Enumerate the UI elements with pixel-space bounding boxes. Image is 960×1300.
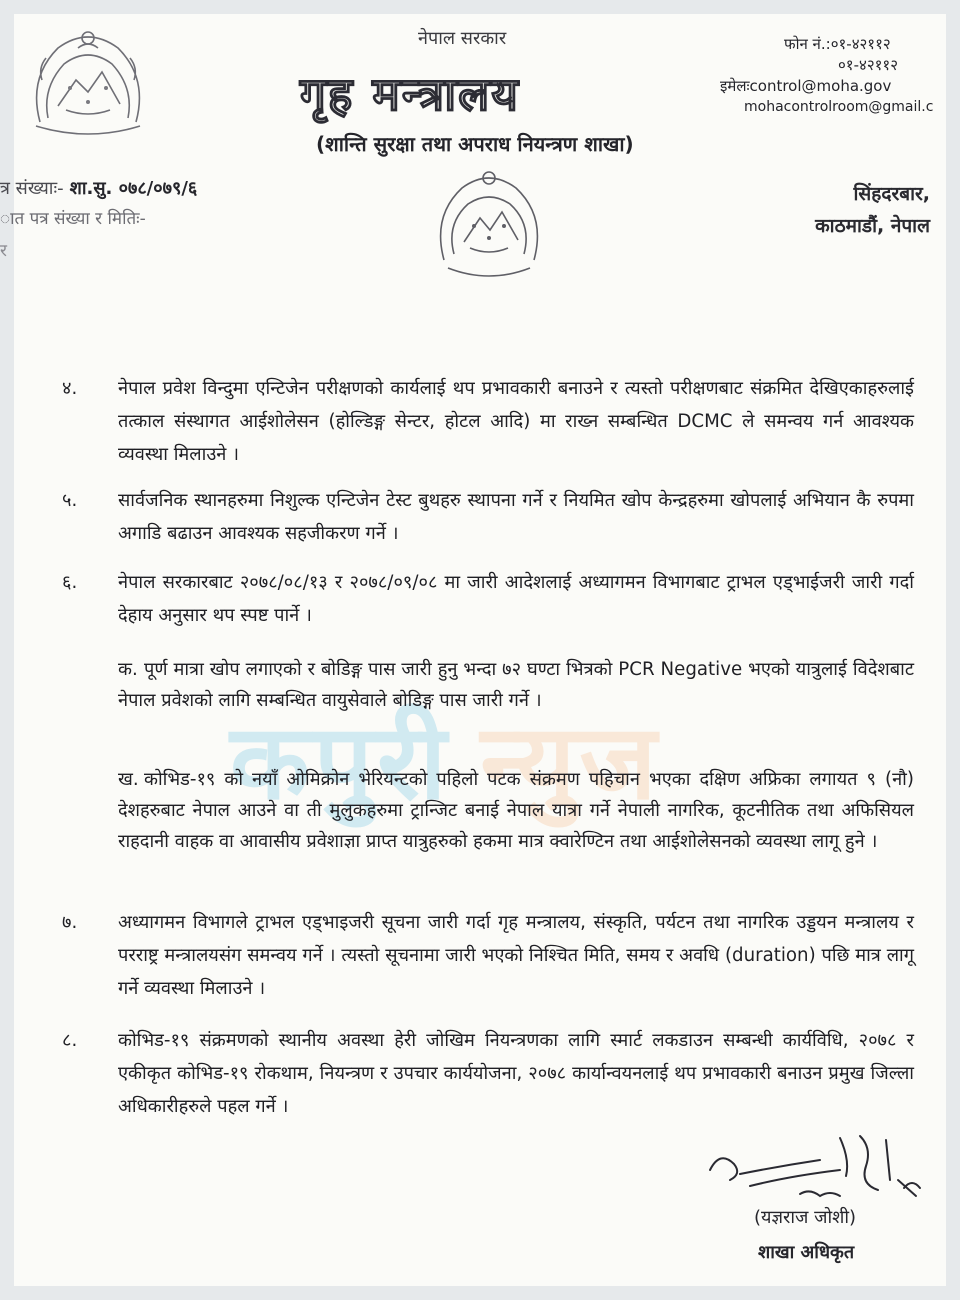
sub-item-number: ख. [118,769,139,790]
ref-extra: र [0,241,7,261]
item-number: ६. [62,572,78,593]
sub-item-text: पूर्ण मात्रा खोप लगाएको र बोडिङ्ग पास जारी हुनु भन्दा ७२ घण्टा भित्रको PCR Negative भएको यात्रुलाई विदेशबाट नेपाल प्रवेशको लागि सम्बन्धित वायुसेवाले बोडिङ्ग पास जारी गर्ने । [118,659,914,711]
signer-name: (यज्ञराज जोशी) [754,1207,857,1228]
item-text: सार्वजनिक स्थानहरुमा निशुल्क एन्टिजेन टेस्ट बुथहरु स्थापना गर्ने र नियमित खोप केन्द्रहरुमा खोपलाई अभियान कै रुपमा अगाडि बढाउन आवश्यक सहजीकरण गर्ने । [118,490,914,544]
address-block [788,178,930,242]
contact-block [720,34,933,118]
government-line: नेपाल सरकार [418,28,507,49]
list-item [62,484,914,550]
incoming-ref-label: ात पत्र संख्या र मितिः- [0,209,146,229]
letter-number-label: त्र संख्याः- [0,178,64,199]
ministry-seal-icon [424,160,554,290]
handwritten-signature [690,1130,930,1210]
item-text: अध्यागमन विभागले ट्राभल एड्भाइजरी सूचना जारी गर्दा गृह मन्त्रालय, संस्कृति, पर्यटन तथा नागरिक उड्डयन मन्त्रालय र परराष्ट्र मन्त्रालयसंग समन्वय गर्ने । त्यस्तो सूचनामा जारी भएको निश्चित मिति, समय र अवधि (duration) पछि मात्र लागू गर्ने व्यवस्था मिलाउने । [118,912,914,999]
letter-number-value: शा.सु. ०७८/०७९/६ [69,178,198,199]
sub-item [118,654,914,716]
phone-line-2: ०१-४२११२ [838,56,899,74]
watermark-part-2: न्युज [480,701,661,823]
list-item [62,1024,914,1123]
email-line-2: mohacontrolroom@gmail.c [744,99,934,115]
address-line-1: सिंहदरबार, [853,183,930,205]
item-number: ७. [62,912,78,933]
letter-number [0,176,197,200]
sub-item [118,764,914,857]
list-item [62,566,914,632]
email-line-1: इमेलःcontrol@moha.gov [720,77,892,95]
sub-item-text: कोभिड-१९ को नयाँ ओमिक्रोन भेरियन्टको पहिलो पटक संक्रमण पहिचान भएका दक्षिण अफ्रिका लगायत ९ (नौ) देशहरुबाट नेपाल आउने वा ती मुलुकहरुमा ट्रान्जिट बनाई नेपाल यात्रा गर्ने नेपाली नागरिक, कूटनीतिक तथा अफिसियल राहदानी वाहक वा आवासीय प्रवेशाज्ञा प्राप्त यात्रुहरुको हकमा मात्र क्वारेण्टिन तथा आईशोलेसनको व्यवस्था लागू हुने । [118,769,914,852]
list-item [62,372,914,471]
sub-item-number: क. [118,659,138,680]
address-line-2: काठमाडौं, नेपाल [815,215,930,237]
watermark-part-1: कपुरी [230,701,451,823]
signer-title: शाखा अधिकृत [758,1242,855,1263]
nepal-emblem-icon [18,18,158,146]
list-item [62,906,914,1005]
item-number: ४. [62,378,78,399]
ministry-title: गृह मन्त्रालय [300,67,520,121]
phone-line-1: फोन नं.:०१-४२११२ [784,35,891,53]
branch-subtitle: (शान्ति सुरक्षा तथा अपराध नियन्त्रण शाखा) [316,132,634,156]
item-number: ५. [62,490,78,511]
item-text: नेपाल सरकारबाट २०७८/०८/१३ र २०७८/०९/०८ मा जारी आदेशलाई अध्यागमन विभागबाट ट्राभल एड्भाईजरी जारी गर्दा देहाय अनुसार थप स्पष्ट पार्ने । [118,572,914,626]
item-text: नेपाल प्रवेश विन्दुमा एन्टिजेन परीक्षणको कार्यलाई थप प्रभावकारी बनाउने र त्यस्तो परीक्षणबाट संक्रमित देखिएकाहरुलाई तत्काल संस्थागत आईशोलेसन (होल्डिङ्ग सेन्टर, होटल आदि) मा राख्न सम्बन्धित DCMC ले समन्वय गर्न आवश्यक व्यवस्था मिलाउने । [118,378,914,465]
item-number: ८. [62,1030,78,1051]
item-text: कोभिड-१९ संक्रमणको स्थानीय अवस्था हेरी जोखिम नियन्त्रणका लागि स्मार्ट लकडाउन सम्बन्धी कार्यविधि, २०७८ र एकीकृत कोभिड-१९ रोकथाम, नियन्त्रण र उपचार कार्ययोजना, २०७८ कार्यान्वयनलाई थप प्रभावकारी बनाउन प्रमुख जिल्ला अधिकारीहरुले पहल गर्ने । [118,1030,914,1117]
